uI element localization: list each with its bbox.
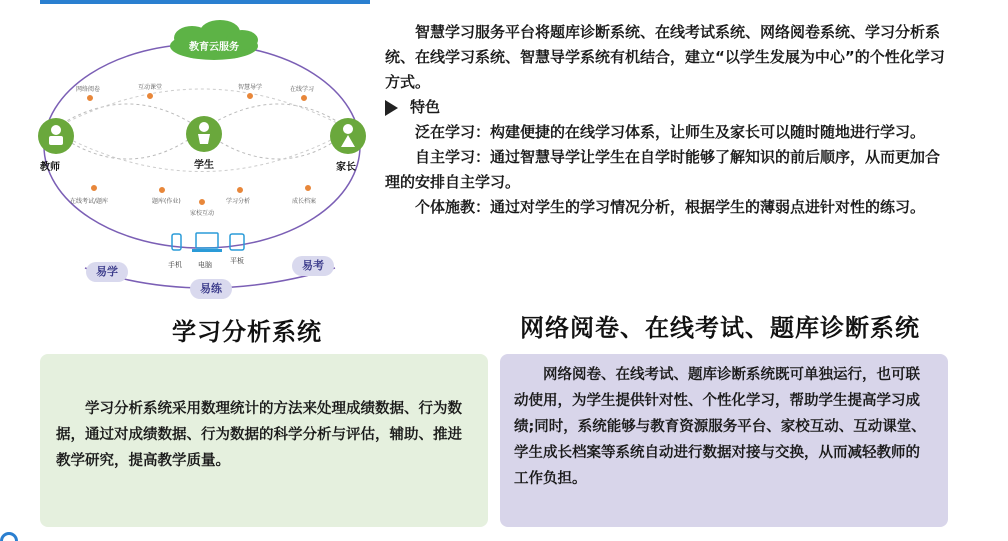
device-label: 平板 [230, 257, 244, 265]
analysis-section-title: 学习分析系统 [172, 318, 322, 346]
node-label: 智慧导学 [238, 84, 263, 91]
feature-title: 泛在学习： [415, 123, 491, 141]
node-label: 互动课堂 [138, 84, 163, 91]
feature-title: 自主学习： [415, 148, 491, 166]
feature-text: 构建便捷的在线学习体系，让师生及家长可以随时随地进行学习。 [490, 123, 926, 141]
feature-text: 通过对学生的学习情况分析，根据学生的薄弱点进针对性的练习。 [490, 198, 926, 216]
feature-text: 通过智慧导学让学生在自学时能够了解知识的前后顺序，从而更加合理的安排自主学习。 [385, 148, 941, 191]
analysis-body: 学习分析系统采用数理统计的方法来处理成绩数据、行为数据，通过对成绩数据、行为数据的科学分析与评估，辅助、推进教学研究，提高教学质量。 [56, 401, 462, 469]
node-label: 题库(作业) [152, 198, 181, 205]
node-label: 学习分析 [226, 198, 251, 205]
node-dot [90, 184, 98, 192]
pill-easy-learn: 易学 [86, 262, 128, 282]
platform-diagram [30, 18, 375, 303]
feature-item [385, 195, 955, 220]
node-dot [146, 92, 154, 100]
devices-icon [170, 230, 250, 256]
feature-item [385, 145, 955, 195]
node-dot [236, 186, 244, 194]
node-label: 成长档案 [292, 198, 317, 205]
node-dot [304, 184, 312, 192]
node-label: 在线学习 [290, 86, 315, 93]
node-label: 家校互动 [190, 210, 215, 217]
features-title: 特色 [410, 98, 441, 116]
teacher-label: 教师 [40, 162, 60, 173]
features-heading [385, 95, 955, 120]
exam-box [500, 354, 948, 527]
teacher-icon [38, 118, 74, 154]
pill-easy-exam: 易考 [292, 256, 334, 276]
feature-item [385, 120, 955, 145]
device-label: 手机 [168, 261, 182, 269]
parent-icon [330, 118, 366, 154]
student-label: 学生 [194, 160, 214, 171]
pill-easy-practice: 易练 [190, 279, 232, 299]
corner-circle-decoration [0, 532, 18, 541]
feature-title: 个体施教： [415, 198, 491, 216]
node-dot [158, 186, 166, 194]
node-dot [246, 92, 254, 100]
node-dot [198, 198, 206, 206]
device-label: 电脑 [198, 261, 212, 269]
node-label: 网络阅卷 [76, 86, 101, 93]
node-dot [300, 94, 308, 102]
intro-block [385, 20, 955, 220]
cloud-label: 教育云服务 [189, 42, 239, 53]
triangle-bullet-icon [385, 100, 398, 116]
intro-paragraph: 智慧学习服务平台将题库诊断系统、在线考试系统、网络阅卷系统、学习分析系统、在线学习系统、智慧导学系统有机结合，建立“以学生发展为中心”的个性化学习方式。 [385, 23, 945, 91]
parent-label: 家长 [336, 162, 356, 173]
student-icon [186, 116, 222, 152]
exam-section-title: 网络阅卷、在线考试、题库诊断系统 [520, 314, 920, 342]
node-label: 在线考试/题库 [70, 198, 109, 205]
node-dot [86, 94, 94, 102]
exam-body: 网络阅卷、在线考试、题库诊断系统既可单独运行，也可联动使用，为学生提供针对性、个性化学习，帮助学生提高学习成绩;同时，系统能够与教育资源服务平台、家校互动、互动课堂、学生成长档案等系统自动进行数据对接与交换，从而减轻教师的工作负担。 [514, 367, 926, 487]
top-accent-bar [40, 0, 370, 4]
analysis-box [40, 354, 488, 527]
